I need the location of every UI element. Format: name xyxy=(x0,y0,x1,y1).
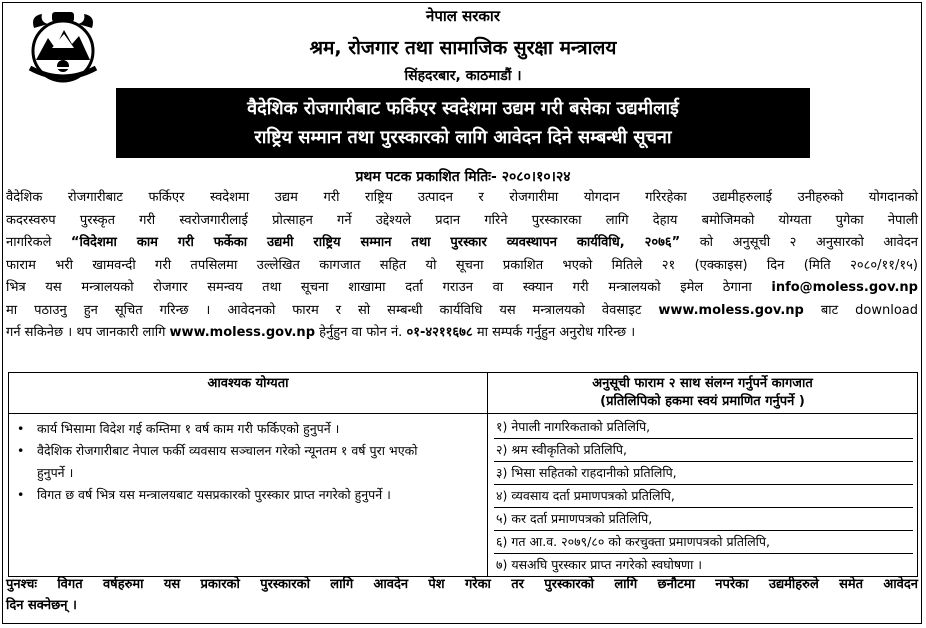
body-line: फाराम भरी खामवन्दी गरी तपसिलमा उल्लेखित कागजात सहित यो सूचना प्रकाशित भएको मितिले २१ (एक्काइस) दिन (मिति २०८०/११/१५) xyxy=(6,257,918,273)
table-row xyxy=(9,414,918,577)
list-item xyxy=(17,484,481,506)
body-line xyxy=(6,277,918,300)
qualification-text: कार्य भिसामा विदेश गई कम्तिमा १ वर्ष काम गरी फर्किएको हुनुपर्ने । xyxy=(37,421,340,436)
body-text: मा पठाउनु हुन सूचित गरिन्छ । आवेदनको फारम र सो सम्बन्धी कार्यविधि यस मन्त्रालयको वेवसाइट xyxy=(6,302,659,318)
list-item: ६) गत आ.व. २०७९/८० को करचुक्ता प्रमाणपत्रको प्रतिलिपि, xyxy=(494,531,913,554)
phone-number: ०१-४२११६७८ xyxy=(406,325,473,340)
list-item: ३) भिसा सहितको राहदानीको प्रतिलिपि, xyxy=(494,462,913,485)
email-link[interactable]: info@moless.gov.np xyxy=(771,280,918,295)
footnote-line: दिन सक्नेछन् । xyxy=(6,598,77,613)
list-item: १) नेपाली नागरिकताको प्रतिलिपि, xyxy=(494,416,913,439)
list-item: ४) व्यवसाय दर्ता प्रमाणपत्रको प्रतिलिपि, xyxy=(494,485,913,508)
qualification-header: आवश्यक योग्यता xyxy=(9,373,488,414)
list-item xyxy=(17,418,481,440)
footnote-line: पुनश्चः विगत वर्षहरुमा यस प्रकारको पुरस्कारको लागि आवदेन पेश गरेका तर पुरस्कारको लागि छनौटमा नपरेका उद्यमीहरुले समेत आवेदन xyxy=(6,577,918,592)
qualification-list xyxy=(9,414,488,577)
body-text: को अनुसूची २ अनुसारको आवेदन xyxy=(680,235,919,250)
body-text: हेर्नुहुन वा फोन नं. xyxy=(315,325,407,340)
body-line: कदरस्वरुप पुरस्कृत गरी स्वरोजगारीलाई प्रोत्साहन गर्ने उद्देश्यले प्रदान गरिने पुरस्कारका लागि देहाय बमोजिमको योग्यता पुगेका नेपाली xyxy=(6,212,918,228)
body-text: गर्न सकिनेछ । थप जानकारी लागि xyxy=(6,325,170,340)
body-text: भित्र यस मन्त्रालयको रोजगार समन्वय तथा सूचना शाखामा दर्ता गराउन वा स्क्यान गरी मन्त्रालयको इमेल ठेगाना xyxy=(6,280,772,295)
body-text: बाट download xyxy=(803,302,918,318)
bullet-icon: • xyxy=(17,421,25,436)
table-header-row xyxy=(9,373,918,414)
document-list xyxy=(488,414,918,577)
body-text: मा सम्पर्क गर्नुहुन अनुरोध गरिन्छ । xyxy=(472,325,636,340)
ministry-address: सिंहदरबार, काठमाडौं । xyxy=(404,68,522,84)
body-text: नागरिकले xyxy=(6,235,71,250)
body-line xyxy=(6,322,918,345)
notice-banner xyxy=(116,88,810,158)
documents-header-line-1: अनुसूची फाराम २ साथ संलग्न गर्नुपर्ने कागजात xyxy=(592,376,813,391)
footnote xyxy=(6,574,918,616)
bullet-icon: • xyxy=(17,443,25,458)
requirements-table xyxy=(8,372,918,577)
documents-header-line-2: (प्रतिलिपिको हकमा स्वयं प्रमाणित गर्नुपर्ने ) xyxy=(600,394,805,409)
list-item: ५) कर दर्ता प्रमाणपत्रको प्रतिलिपि, xyxy=(494,508,913,531)
qualification-text: वैदेशिक रोजगारीबाट नेपाल फर्की व्यवसाय सञ्चालन गरेको न्यूनतम १ वर्ष पुरा भएको हुनुपर्ने । xyxy=(37,443,418,480)
website-link[interactable]: www.moless.gov.np xyxy=(169,325,315,340)
list-item xyxy=(17,440,481,484)
government-title: नेपाल सरकार xyxy=(426,7,500,25)
banner-line-2: राष्ट्रिय सम्मान तथा पुरस्कारको लागि आवेदन दिने सम्बन्धी सूचना xyxy=(254,127,672,148)
body-line xyxy=(6,300,918,323)
body-line: वैदेशिक रोजगारीबाट फर्किएर स्वदेशमा उद्यम गरी राष्ट्रिय उत्पादन र रोजगारीमा योगदान गरिरहेका उद्यमीहरुलाई उनीहरुको योगदानको xyxy=(6,190,918,205)
banner-line-1: वैदेशिक रोजगारीबाट फर्किएर स्वदेशमा उद्यम गरी बसेका उद्यमीलाई xyxy=(247,98,679,119)
qualification-text: विगत छ वर्ष भित्र यस मन्त्रालयबाट यसप्रकारको पुरस्कार प्राप्त नगरेको हुनुपर्ने । xyxy=(37,487,391,502)
procedure-title: “विदेशमा काम गरी फर्केका उद्यमी राष्ट्रिय सम्मान तथा पुरस्कार व्यवस्थापन कार्यविधि, २०७६” xyxy=(70,235,681,250)
ministry-title: श्रम, रोजगार तथा सामाजिक सुरक्षा मन्त्रालय xyxy=(309,37,617,59)
notice-body xyxy=(6,187,918,345)
list-item: ७) यसअघि पुरस्कार प्राप्त नगरेको स्वघोषणा । xyxy=(496,557,703,572)
list-item: २) श्रम स्वीकृतिको प्रतिलिपि, xyxy=(494,439,913,462)
website-link[interactable]: www.moless.gov.np xyxy=(658,302,804,318)
body-line xyxy=(6,232,918,255)
published-date: प्रथम पटक प्रकाशित मितिः- २०८०।१०।२४ xyxy=(355,169,571,185)
documents-header xyxy=(488,373,918,414)
bullet-icon: • xyxy=(17,487,25,502)
